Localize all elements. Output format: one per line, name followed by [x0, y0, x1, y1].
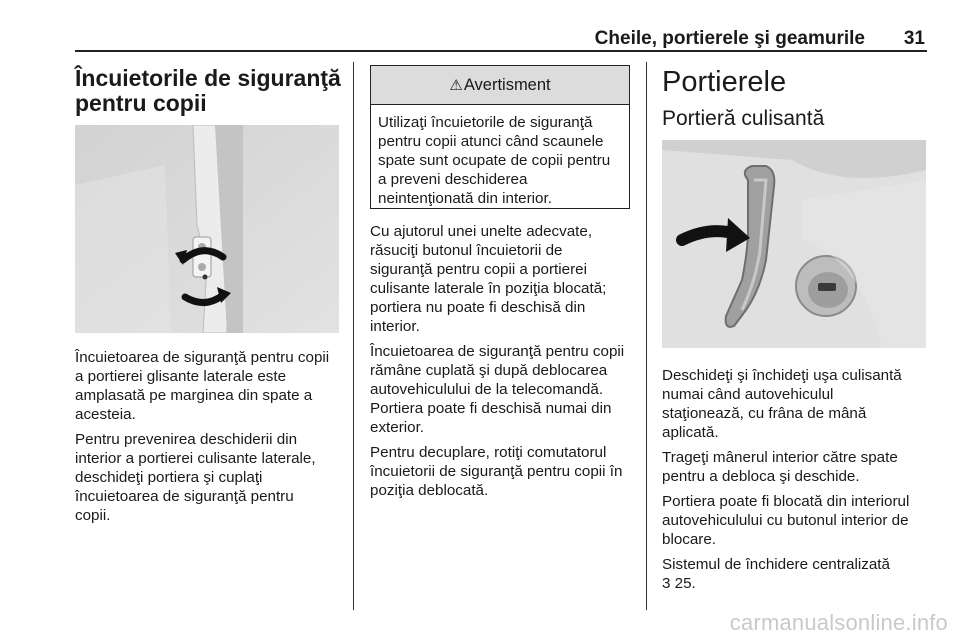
column-divider-left: [353, 62, 354, 610]
warning-triangle-icon: ⚠: [449, 77, 463, 94]
header-title: Cheile, portierele şi geamurile: [594, 28, 865, 49]
paragraph: Cu ajutorul unei unelte adecvate, răsuciţi butonul încuietorii de siguranţă pentru copii a portierei culisante laterale în poziţia blocată; portiera nu poate fi deschisă din interior.: [370, 223, 607, 335]
right-text: [662, 366, 932, 599]
paragraph: Trageţi mânerul interior către spate pentru a debloca şi deschide.: [662, 449, 898, 485]
watermark: carmanualsonline.info: [729, 610, 948, 635]
paragraph: Pentru decuplare, rotiţi comutatorul încuietorii de siguranţă pentru copii în poziţia deblocată.: [370, 444, 623, 499]
child-lock-rotate-arrows-illustration: [75, 125, 339, 333]
paragraph: Încuietoarea de siguranţă pentru copii a portierei glisante laterale este amplasată pe marginea din spate a acesteia.: [75, 349, 330, 423]
warning-header: [371, 66, 629, 105]
column-divider-right: [646, 62, 647, 610]
header-divider: [75, 50, 927, 52]
warning-title: Avertisment: [463, 75, 551, 94]
paragraph: Sistemul de închidere centralizată 3 25.: [662, 556, 890, 592]
right-headings: [662, 66, 932, 131]
page-number: 31: [903, 28, 925, 49]
paragraph: Deschideţi şi închideţi uşa culisantă numai când autovehiculul staţionează, cu frâna de mână aplicată.: [662, 367, 902, 441]
left-column: [75, 66, 345, 116]
sliding-door-handle-illustration: [662, 140, 926, 348]
left-text: [75, 348, 345, 531]
warning-box: [370, 65, 630, 209]
middle-text: [370, 222, 640, 506]
paragraph: Portiera poate fi blocată din interiorul autovehiculului cu butonul interior de blocare.: [662, 493, 910, 548]
section-heading-child-locks: Încuietorile de siguranţă pentru copii: [75, 65, 341, 116]
paragraph: Pentru prevenirea deschiderii din interior a portierei culisante laterale, deschideţi portiera şi cuplaţi încuietoarea de siguranţă pentru copii.: [75, 431, 316, 524]
child-lock-figure: [75, 125, 339, 333]
section-heading-doors: Portierele: [662, 66, 787, 98]
sliding-door-figure: [662, 140, 926, 348]
warning-text: Utilizaţi încuietorile de siguranţă pentru copii atunci când scaunele spate sunt ocupate de copii pentru a preveni deschiderea neintenţionată din interior.: [378, 114, 611, 207]
paragraph: Încuietoarea de siguranţă pentru copii rămâne cuplată şi după deblocarea autovehiculului de la telecomandă. Portiera poate fi deschisă numai din exterior.: [370, 343, 625, 436]
subsection-heading-sliding-door: Portieră culisantă: [662, 107, 825, 130]
